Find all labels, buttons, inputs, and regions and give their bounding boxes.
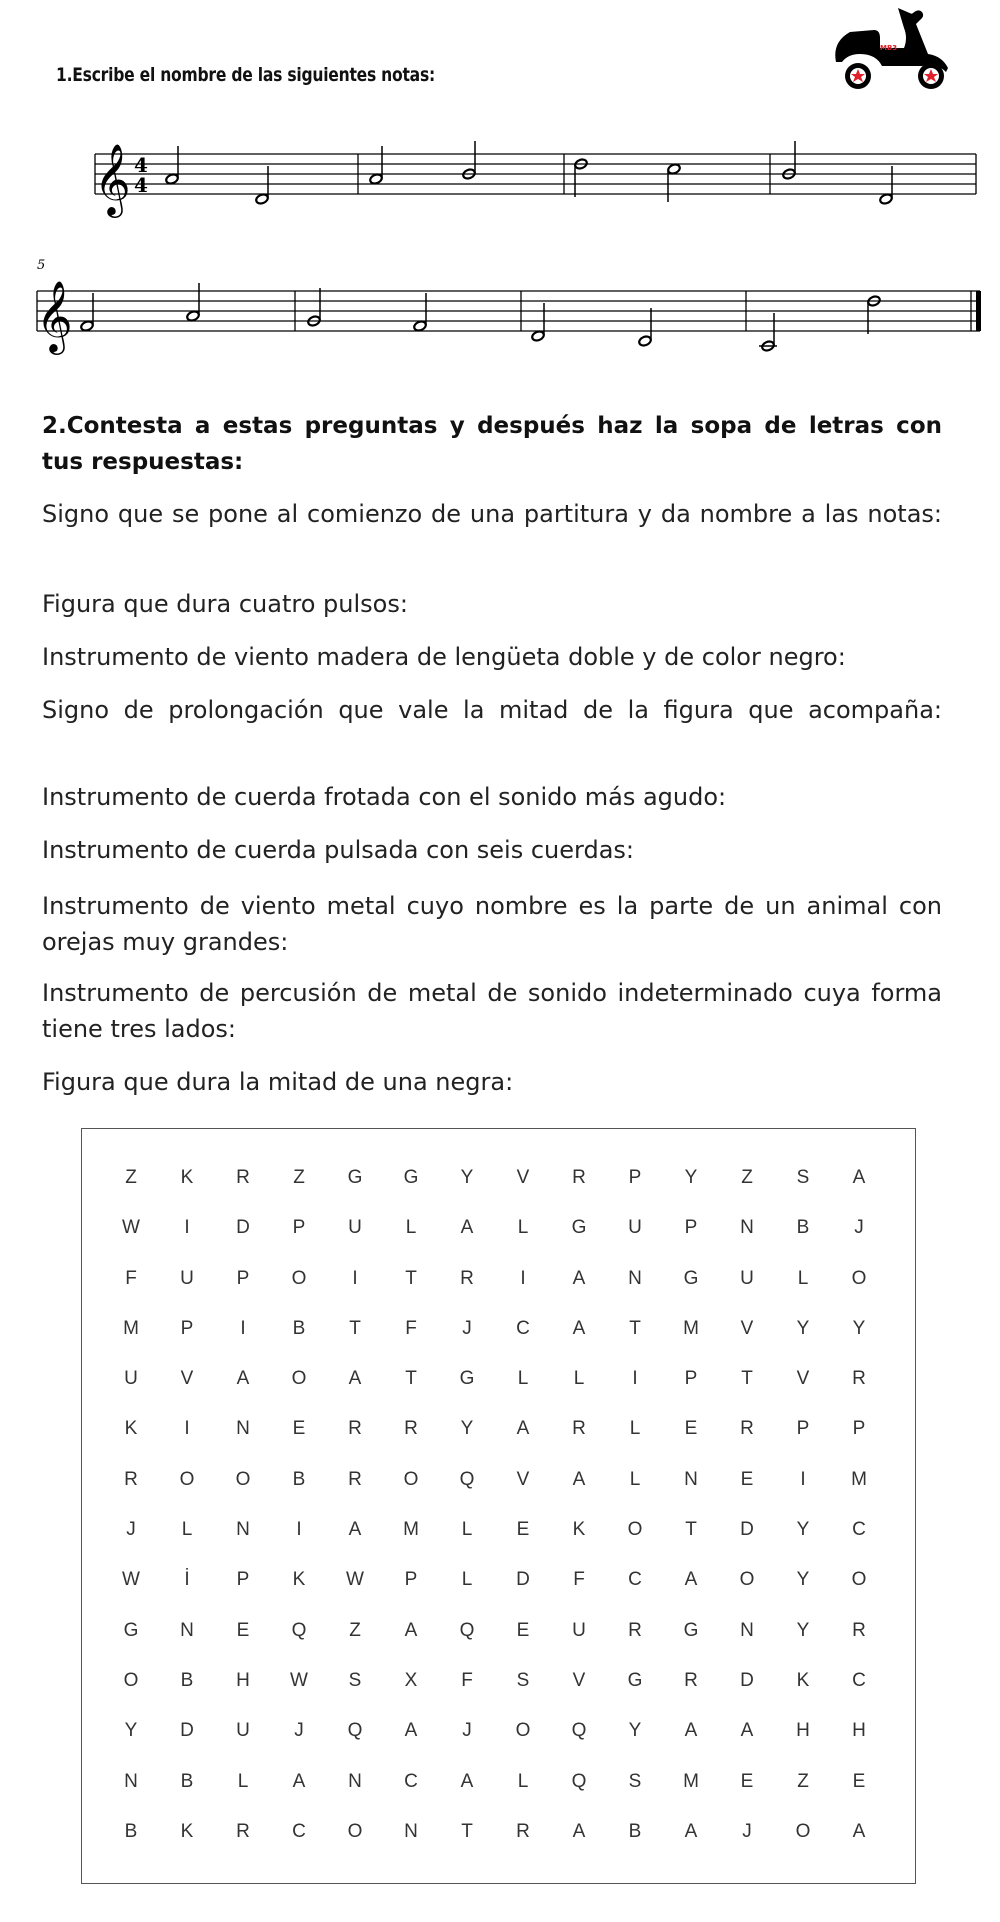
letter-cell[interactable]: G: [571, 1217, 587, 1239]
letter-cell[interactable]: K: [796, 1669, 810, 1691]
letter-cell[interactable]: Q: [571, 1770, 587, 1792]
letter-cell[interactable]: G: [683, 1619, 699, 1641]
letter-cell[interactable]: L: [461, 1519, 473, 1541]
letter-cell[interactable]: A: [348, 1519, 362, 1541]
letter-cell[interactable]: R: [460, 1267, 474, 1289]
letter-cell[interactable]: Y: [124, 1720, 138, 1742]
letter-cell[interactable]: T: [629, 1317, 641, 1339]
letter-cell[interactable]: Z: [349, 1619, 361, 1641]
letter-cell[interactable]: L: [629, 1468, 641, 1490]
letter-cell[interactable]: A: [572, 1317, 586, 1339]
letter-cell[interactable]: M: [683, 1770, 699, 1792]
letter-cell[interactable]: O: [851, 1569, 867, 1591]
time-signature-bottom: 4: [134, 173, 148, 197]
letter-cell[interactable]: Z: [293, 1167, 305, 1188]
letter-cell[interactable]: R: [572, 1418, 586, 1440]
letter-cell[interactable]: Y: [460, 1418, 474, 1440]
letter-cell[interactable]: G: [347, 1167, 363, 1188]
letter-cell[interactable]: H: [852, 1720, 866, 1742]
letter-cell[interactable]: M: [123, 1317, 139, 1339]
letter-cell[interactable]: D: [180, 1720, 194, 1742]
letter-cell[interactable]: J: [462, 1317, 472, 1339]
letter-cell[interactable]: S: [516, 1669, 530, 1691]
letter-cell[interactable]: O: [235, 1468, 251, 1490]
letter-cell[interactable]: U: [740, 1267, 754, 1289]
letter-cell[interactable]: B: [292, 1317, 306, 1339]
letter-cell[interactable]: E: [292, 1418, 306, 1440]
letter-cell[interactable]: V: [180, 1368, 194, 1390]
letter-cell[interactable]: L: [573, 1368, 585, 1390]
treble-clef-icon: 𝄞: [94, 142, 131, 215]
letter-cell[interactable]: V: [516, 1468, 530, 1490]
letter-cell[interactable]: V: [572, 1669, 586, 1691]
letter-cell[interactable]: L: [405, 1217, 417, 1239]
time-signature-top: 4: [134, 153, 148, 177]
note-head: [80, 320, 94, 332]
letter-cell[interactable]: P: [684, 1368, 698, 1390]
letter-cell[interactable]: V: [796, 1368, 810, 1390]
letter-cell[interactable]: Q: [291, 1619, 307, 1641]
treble-clef-icon: 𝄞: [36, 279, 73, 352]
letter-cell[interactable]: D: [236, 1217, 250, 1239]
letter-cell[interactable]: E: [740, 1468, 754, 1490]
exercise-2-title: 2.Contesta a estas preguntas y después haz la sopa de letras con tus respuestas:: [42, 413, 942, 475]
letter-cell[interactable]: R: [684, 1669, 698, 1691]
letter-cell[interactable]: V: [740, 1317, 754, 1339]
letter-cell[interactable]: F: [461, 1669, 473, 1691]
letter-cell[interactable]: J: [462, 1720, 472, 1742]
letter-cell[interactable]: Y: [796, 1569, 810, 1591]
letter-cell[interactable]: J: [854, 1217, 864, 1239]
letter-cell[interactable]: A: [852, 1820, 866, 1842]
letter-cell[interactable]: R: [236, 1820, 250, 1842]
letter-cell[interactable]: P: [684, 1217, 698, 1239]
exercise-1-title: 1.Escribe el nombre de las siguientes notas:: [56, 64, 435, 86]
letter-cell[interactable]: U: [236, 1720, 250, 1742]
letter-cell[interactable]: M: [403, 1519, 419, 1541]
letter-cell[interactable]: R: [348, 1418, 362, 1440]
letter-cell[interactable]: R: [124, 1468, 138, 1490]
letter-cell[interactable]: N: [404, 1820, 418, 1842]
letter-cell[interactable]: Y: [796, 1619, 810, 1641]
letter-cell[interactable]: K: [572, 1519, 586, 1541]
letter-cell[interactable]: U: [628, 1217, 642, 1239]
letter-cell[interactable]: N: [180, 1619, 194, 1641]
letter-cell[interactable]: I: [800, 1468, 806, 1490]
letter-cell[interactable]: J: [742, 1820, 752, 1842]
letter-cell[interactable]: A: [516, 1418, 530, 1440]
letter-cell[interactable]: I: [520, 1267, 526, 1289]
letter-cell[interactable]: R: [348, 1468, 362, 1490]
scooter-icon: [828, 6, 956, 96]
letter-cell[interactable]: N: [348, 1770, 362, 1792]
letter-cell[interactable]: P: [404, 1569, 418, 1591]
letter-cell[interactable]: L: [517, 1217, 529, 1239]
letter-cell[interactable]: H: [796, 1720, 810, 1742]
letter-cell[interactable]: K: [292, 1569, 306, 1591]
letter-cell[interactable]: A: [348, 1368, 362, 1390]
letter-cell[interactable]: T: [685, 1519, 697, 1541]
note-head: [255, 193, 269, 205]
letter-cell[interactable]: R: [628, 1619, 642, 1641]
letter-cell[interactable]: A: [572, 1820, 586, 1842]
letter-cell[interactable]: Q: [347, 1720, 363, 1742]
letter-cell[interactable]: Q: [459, 1619, 475, 1641]
letter-cell[interactable]: C: [852, 1669, 866, 1691]
letter-cell[interactable]: S: [348, 1669, 362, 1691]
music-staff-1: [0, 128, 1000, 228]
letter-cell[interactable]: R: [516, 1820, 530, 1842]
note-head: [879, 193, 893, 205]
letter-cell[interactable]: P: [236, 1267, 250, 1289]
letter-cell[interactable]: Y: [628, 1720, 642, 1742]
letter-cell[interactable]: H: [236, 1669, 250, 1691]
letter-cell[interactable]: B: [292, 1468, 306, 1490]
letter-cell[interactable]: K: [180, 1167, 194, 1188]
letter-cell[interactable]: N: [740, 1217, 754, 1239]
letter-cell[interactable]: G: [459, 1368, 475, 1390]
letter-cell[interactable]: L: [237, 1770, 249, 1792]
note-head: [165, 173, 179, 185]
letter-cell[interactable]: A: [292, 1770, 306, 1792]
letter-cell[interactable]: B: [796, 1217, 810, 1239]
question-guitar: Instrumento de cuerda pulsada con seis cuerdas:: [42, 836, 635, 864]
letter-cell[interactable]: A: [236, 1368, 250, 1390]
letter-cell[interactable]: J: [294, 1720, 304, 1742]
letter-cell[interactable]: W: [290, 1669, 308, 1691]
letter-cell[interactable]: L: [517, 1770, 529, 1792]
letter-cell[interactable]: N: [628, 1267, 642, 1289]
letter-cell[interactable]: B: [628, 1820, 642, 1842]
letter-cell[interactable]: R: [852, 1368, 866, 1390]
letter-cell[interactable]: N: [740, 1619, 754, 1641]
letter-cell[interactable]: C: [292, 1820, 306, 1842]
letter-cell[interactable]: O: [179, 1468, 195, 1490]
letter-cell[interactable]: F: [405, 1317, 417, 1339]
letter-cell[interactable]: F: [573, 1569, 585, 1591]
letter-cell[interactable]: P: [236, 1569, 250, 1591]
letter-cell[interactable]: B: [180, 1669, 194, 1691]
letter-cell[interactable]: L: [629, 1418, 641, 1440]
letter-cell[interactable]: E: [516, 1519, 530, 1541]
letter-cell[interactable]: I: [184, 1418, 190, 1440]
letter-cell[interactable]: C: [404, 1770, 418, 1792]
letter-cell[interactable]: F: [125, 1267, 137, 1289]
letter-cell[interactable]: N: [684, 1468, 698, 1490]
note-head: [369, 173, 383, 185]
question-whole-note: Figura que dura cuatro pulsos:: [42, 590, 408, 618]
letter-cell[interactable]: N: [236, 1418, 250, 1440]
letter-cell[interactable]: A: [404, 1619, 418, 1641]
letter-cell[interactable]: Z: [125, 1167, 137, 1188]
letter-cell[interactable]: K: [124, 1418, 138, 1440]
letter-cell[interactable]: I: [296, 1519, 302, 1541]
note-head: [667, 163, 681, 175]
letter-cell[interactable]: G: [683, 1267, 699, 1289]
letter-cell[interactable]: D: [740, 1519, 754, 1541]
letter-cell[interactable]: O: [795, 1820, 811, 1842]
letter-cell[interactable]: L: [461, 1569, 473, 1591]
letter-cell[interactable]: W: [122, 1217, 140, 1239]
letter-cell[interactable]: A: [572, 1267, 586, 1289]
letter-cell[interactable]: A: [852, 1167, 866, 1188]
letter-cell[interactable]: C: [628, 1569, 642, 1591]
letter-cell[interactable]: T: [405, 1267, 417, 1289]
letter-cell[interactable]: A: [572, 1468, 586, 1490]
letter-cell[interactable]: R: [236, 1167, 250, 1188]
letter-cell[interactable]: I: [632, 1368, 638, 1390]
letter-cell[interactable]: R: [404, 1418, 418, 1440]
letter-cell[interactable]: T: [349, 1317, 361, 1339]
letter-cell[interactable]: B: [124, 1820, 138, 1842]
word-search-grid: [103, 1153, 887, 1857]
letter-cell[interactable]: T: [741, 1368, 753, 1390]
letter-cell[interactable]: Q: [571, 1720, 587, 1742]
letter-cell[interactable]: E: [852, 1770, 866, 1792]
question-clef: Signo que se pone al comienzo de una partitura y da nombre a las notas:: [42, 500, 942, 528]
music-staff-2: [0, 255, 1000, 365]
logo-text: MB3: [880, 44, 898, 52]
letter-cell[interactable]: G: [123, 1619, 139, 1641]
question-violin: Instrumento de cuerda frotada con el sonido más agudo:: [42, 783, 727, 811]
letter-cell[interactable]: G: [627, 1669, 643, 1691]
letter-cell[interactable]: A: [684, 1569, 698, 1591]
letter-cell[interactable]: O: [739, 1569, 755, 1591]
letter-cell[interactable]: M: [683, 1317, 699, 1339]
letter-cell[interactable]: O: [123, 1669, 139, 1691]
letter-cell[interactable]: L: [517, 1368, 529, 1390]
letter-cell[interactable]: Y: [684, 1167, 698, 1188]
letter-cell[interactable]: O: [291, 1368, 307, 1390]
note-head: [531, 330, 545, 342]
letter-cell[interactable]: E: [236, 1619, 250, 1641]
letter-cell[interactable]: U: [124, 1368, 138, 1390]
letter-cell[interactable]: N: [124, 1770, 138, 1792]
letter-cell[interactable]: U: [572, 1619, 586, 1641]
letter-cell[interactable]: O: [851, 1267, 867, 1289]
letter-cell[interactable]: A: [740, 1720, 754, 1742]
measure-number: 5: [37, 258, 46, 273]
letter-cell[interactable]: E: [516, 1619, 530, 1641]
letter-cell[interactable]: R: [572, 1167, 586, 1188]
letter-cell[interactable]: V: [516, 1167, 530, 1188]
letter-cell[interactable]: R: [740, 1418, 754, 1440]
letter-cell[interactable]: E: [740, 1770, 754, 1792]
letter-cell[interactable]: A: [460, 1217, 474, 1239]
letter-cell[interactable]: P: [796, 1418, 810, 1440]
letter-cell[interactable]: S: [628, 1770, 642, 1792]
letter-cell[interactable]: O: [403, 1468, 419, 1490]
letter-cell[interactable]: T: [461, 1820, 473, 1842]
letter-cell[interactable]: L: [797, 1267, 809, 1289]
letter-cell[interactable]: Z: [741, 1167, 753, 1188]
letter-cell[interactable]: Y: [796, 1519, 810, 1541]
letter-cell[interactable]: P: [628, 1167, 642, 1188]
letter-cell[interactable]: U: [348, 1217, 362, 1239]
letter-cell[interactable]: B: [180, 1770, 194, 1792]
letter-cell[interactable]: S: [796, 1167, 810, 1188]
letter-cell[interactable]: Y: [852, 1317, 866, 1339]
letter-cell[interactable]: A: [404, 1720, 418, 1742]
letter-cell[interactable]: Z: [797, 1770, 809, 1792]
note-head: [638, 335, 652, 347]
letter-cell[interactable]: A: [684, 1720, 698, 1742]
letter-cell[interactable]: C: [852, 1519, 866, 1541]
letter-cell[interactable]: D: [516, 1569, 530, 1591]
letter-cell[interactable]: X: [404, 1669, 418, 1691]
letter-cell[interactable]: E: [684, 1418, 698, 1440]
letter-cell[interactable]: R: [852, 1619, 866, 1641]
question-trumpet: Instrumento de viento metal cuyo nombre es la parte de un animal con orejas muy grandes:: [42, 892, 942, 956]
letter-cell[interactable]: O: [291, 1267, 307, 1289]
letter-cell[interactable]: Q: [459, 1468, 475, 1490]
question-eighth-note: Figura que dura la mitad de una negra:: [42, 1068, 514, 1096]
note-head: [186, 310, 200, 322]
letter-cell[interactable]: I: [352, 1267, 358, 1289]
word-search-box: [81, 1128, 916, 1884]
letter-cell[interactable]: İ: [184, 1569, 190, 1591]
letter-cell[interactable]: A: [460, 1770, 474, 1792]
letter-cell[interactable]: Y: [796, 1317, 810, 1339]
letter-cell[interactable]: D: [740, 1669, 754, 1691]
letter-cell[interactable]: A: [684, 1820, 698, 1842]
letter-cell[interactable]: J: [126, 1519, 136, 1541]
letter-cell[interactable]: L: [181, 1519, 193, 1541]
letter-cell[interactable]: W: [122, 1569, 140, 1591]
note-head: [413, 320, 427, 332]
letter-cell[interactable]: W: [346, 1569, 364, 1591]
letter-cell[interactable]: T: [405, 1368, 417, 1390]
letter-cell[interactable]: G: [403, 1167, 419, 1188]
letter-cell[interactable]: Y: [460, 1167, 474, 1188]
letter-cell[interactable]: M: [851, 1468, 867, 1490]
letter-cell[interactable]: I: [240, 1317, 246, 1339]
letter-cell[interactable]: O: [627, 1519, 643, 1541]
letter-cell[interactable]: I: [184, 1217, 190, 1239]
letter-cell[interactable]: N: [236, 1519, 250, 1541]
question-dot: Signo de prolongación que vale la mitad de la figura que acompaña:: [42, 696, 942, 724]
letter-cell[interactable]: P: [852, 1418, 866, 1440]
letter-cell[interactable]: O: [515, 1720, 531, 1742]
letter-cell[interactable]: C: [516, 1317, 530, 1339]
letter-cell[interactable]: P: [292, 1217, 306, 1239]
letter-cell[interactable]: U: [180, 1267, 194, 1289]
question-triangle: Instrumento de percusión de metal de sonido indeterminado cuya forma tiene tres lados:: [42, 979, 942, 1043]
letter-cell[interactable]: P: [180, 1317, 194, 1339]
letter-cell[interactable]: O: [347, 1820, 363, 1842]
question-oboe: Instrumento de viento madera de lengüeta doble y de color negro:: [42, 643, 846, 671]
letter-cell[interactable]: K: [180, 1820, 194, 1842]
